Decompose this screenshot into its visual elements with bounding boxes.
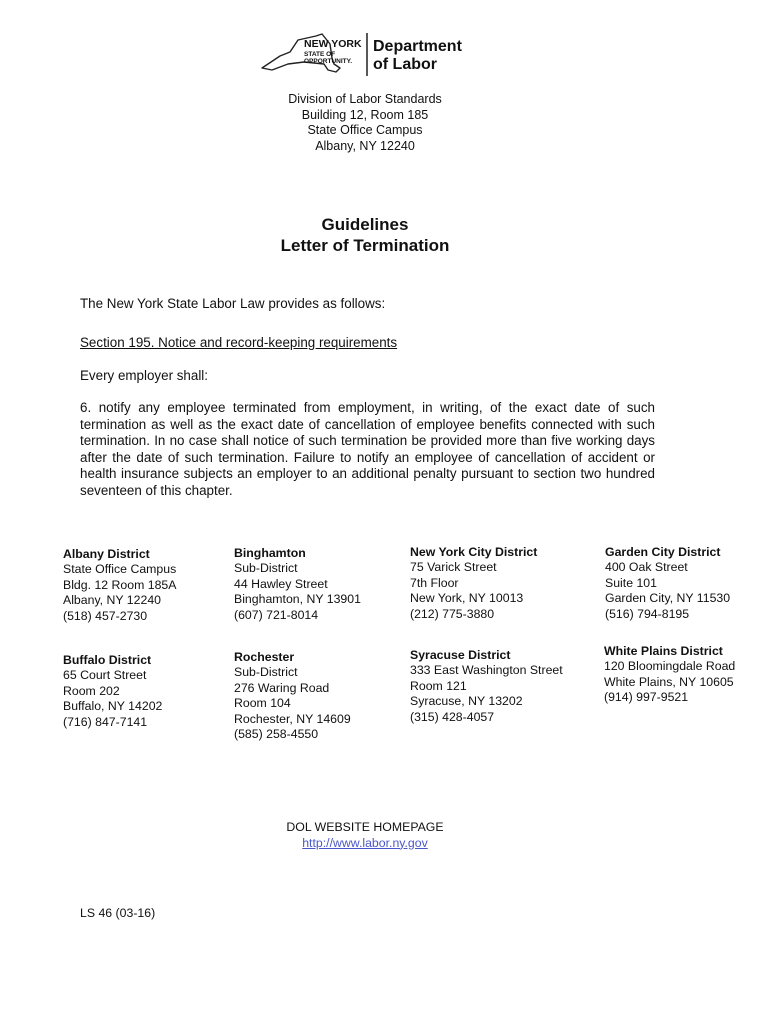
office-phone: (516) 794-8195 bbox=[605, 606, 690, 621]
address-line: Albany, NY 12240 bbox=[315, 138, 415, 153]
office-name: Binghamton bbox=[234, 546, 306, 560]
office-line: Bldg. 12 Room 185A bbox=[63, 577, 177, 592]
office-binghamton bbox=[234, 546, 361, 623]
website-block bbox=[0, 820, 730, 851]
logo-dept-line1: Department bbox=[373, 38, 462, 55]
form-id: LS 46 (03-16) bbox=[80, 906, 156, 920]
nys-logo-graphic bbox=[258, 30, 478, 80]
logo-state-line3: OPPORTUNITY. bbox=[304, 58, 353, 65]
document-title bbox=[0, 214, 730, 256]
office-line: 333 East Washington Street bbox=[410, 663, 563, 678]
office-phone: (914) 997-9521 bbox=[604, 690, 689, 705]
office-albany bbox=[63, 547, 176, 624]
website-link[interactable]: http://www.labor.ny.gov bbox=[302, 835, 428, 850]
office-phone: (212) 775-3880 bbox=[410, 606, 495, 621]
office-line: Sub-District bbox=[234, 665, 298, 680]
office-phone: (607) 721-8014 bbox=[234, 607, 319, 622]
office-line: Syracuse, NY 13202 bbox=[410, 694, 523, 709]
intro-text: The New York State Labor Law provides as follows: bbox=[80, 296, 386, 311]
division-address bbox=[0, 92, 730, 154]
office-line: Suite 101 bbox=[605, 575, 657, 590]
office-phone: (716) 847-7141 bbox=[63, 714, 148, 729]
office-buffalo bbox=[63, 653, 162, 730]
office-name: Syracuse District bbox=[410, 648, 511, 662]
office-line: Albany, NY 12240 bbox=[63, 593, 161, 608]
office-line: Room 202 bbox=[63, 683, 120, 698]
office-line: 120 Bloomingdale Road bbox=[604, 659, 736, 674]
office-line: Sub-District bbox=[234, 561, 298, 576]
clause-6-text: 6. notify any employee terminated from employment, in writing, of the exact date of such termination as well as the exact date of cancellation of employee benefits connected with such termination. In no case shall notice of such termination be provided more than five working days after the date of such termination. Failure to notify an employee of cancellation of accident or health insurance subjects an employer to an additional penalty pursuant to section two hundred seventeen of this chapter. bbox=[80, 400, 655, 498]
office-name: Garden City District bbox=[605, 545, 721, 559]
employer-shall-text: Every employer shall: bbox=[80, 368, 209, 383]
title-line-1: Guidelines bbox=[321, 215, 409, 234]
office-name: White Plains District bbox=[604, 644, 723, 658]
address-line: Division of Labor Standards bbox=[288, 92, 442, 106]
office-line: 44 Hawley Street bbox=[234, 576, 328, 591]
office-line: Garden City, NY 11530 bbox=[605, 591, 731, 606]
office-line: 65 Court Street bbox=[63, 668, 147, 683]
office-line: Room 104 bbox=[234, 696, 291, 711]
address-line: State Office Campus bbox=[307, 123, 423, 138]
office-line: Binghamton, NY 13901 bbox=[234, 592, 361, 607]
office-line: White Plains, NY 10605 bbox=[604, 674, 734, 689]
section-heading: Section 195. Notice and record-keeping requirements bbox=[80, 335, 398, 350]
office-name: Buffalo District bbox=[63, 653, 152, 667]
office-name: New York City District bbox=[410, 545, 538, 559]
office-line: 276 Waring Road bbox=[234, 680, 330, 695]
website-label: DOL WEBSITE HOMEPAGE bbox=[286, 820, 444, 834]
office-line: Room 121 bbox=[410, 678, 467, 693]
office-line: New York, NY 10013 bbox=[410, 591, 524, 606]
office-rochester bbox=[234, 650, 351, 742]
office-phone: (585) 258-4550 bbox=[234, 727, 319, 742]
address-line: Building 12, Room 185 bbox=[301, 107, 429, 122]
office-white-plains bbox=[604, 644, 735, 706]
office-phone: (518) 457-2730 bbox=[63, 608, 148, 623]
office-line: State Office Campus bbox=[63, 562, 177, 577]
office-line: 7th Floor bbox=[410, 575, 459, 590]
office-syracuse bbox=[410, 648, 563, 725]
nys-dol-logo bbox=[258, 30, 478, 80]
office-phone: (315) 428-4057 bbox=[410, 709, 495, 724]
office-garden-city bbox=[605, 545, 730, 622]
office-name: Albany District bbox=[63, 547, 150, 561]
office-name: Rochester bbox=[234, 650, 295, 664]
office-line: Buffalo, NY 14202 bbox=[63, 699, 163, 714]
logo-dept-line2: of Labor bbox=[373, 56, 437, 73]
office-line: Rochester, NY 14609 bbox=[234, 711, 351, 726]
logo-state-line1: NEW YORK bbox=[304, 38, 362, 50]
office-line: 75 Varick Street bbox=[410, 560, 497, 575]
office-nyc bbox=[410, 545, 537, 622]
title-line-2: Letter of Termination bbox=[280, 236, 450, 255]
office-line: 400 Oak Street bbox=[605, 560, 688, 575]
logo-state-line2: STATE OF bbox=[304, 51, 336, 58]
